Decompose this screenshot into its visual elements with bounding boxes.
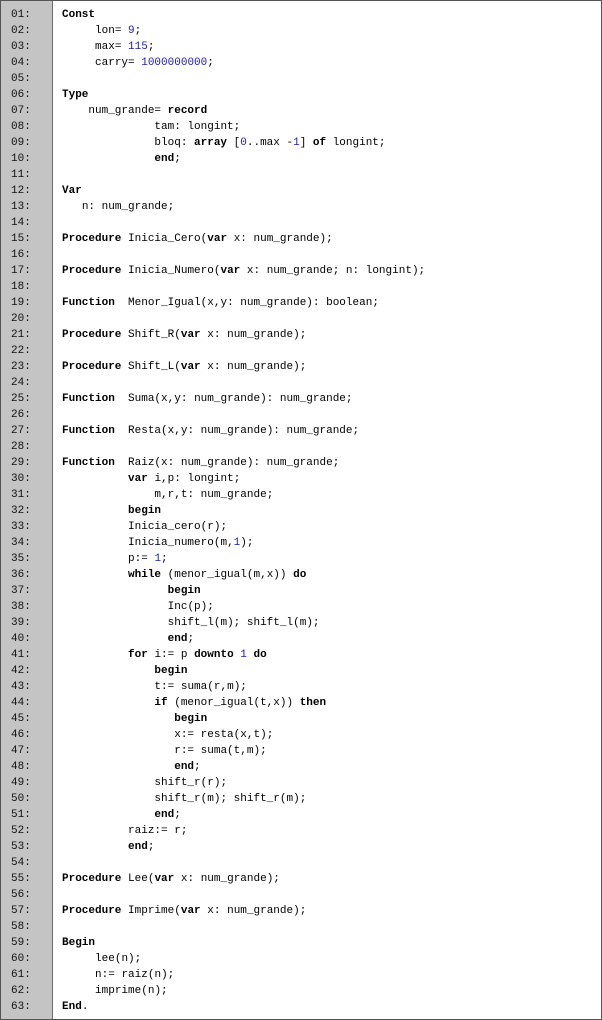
keyword-token: for bbox=[128, 649, 148, 661]
code-text: Inicia_cero(r); bbox=[128, 521, 228, 533]
code-line bbox=[1, 919, 601, 935]
code-line bbox=[1, 951, 601, 967]
code-text: lon= 9; bbox=[95, 25, 142, 37]
keyword-token: Procedure bbox=[62, 905, 122, 917]
code-line bbox=[1, 55, 601, 71]
code-text: n:= raiz(n); bbox=[95, 969, 175, 981]
code-text: Procedure Imprime(var x: num_grande); bbox=[62, 905, 307, 917]
code-line bbox=[1, 295, 601, 311]
line-number: 21: bbox=[11, 329, 31, 341]
line-number: 53: bbox=[11, 841, 31, 853]
line-number: 18: bbox=[11, 281, 31, 293]
code-text: end; bbox=[154, 153, 181, 165]
code-line bbox=[1, 311, 601, 327]
code-text: tam: longint; bbox=[154, 121, 241, 133]
line-number: 47: bbox=[11, 745, 31, 757]
code-text: x:= resta(x,t); bbox=[174, 729, 274, 741]
code-line bbox=[1, 519, 601, 535]
code-line bbox=[1, 583, 601, 599]
code-text: m,r,t: num_grande; bbox=[154, 489, 274, 501]
code-line bbox=[1, 215, 601, 231]
code-line bbox=[1, 839, 601, 855]
code-line bbox=[1, 967, 601, 983]
line-number: 14: bbox=[11, 217, 31, 229]
line-number: 52: bbox=[11, 825, 31, 837]
code-text: Function Raiz(x: num_grande): num_grande; bbox=[62, 457, 340, 469]
code-text: raiz:= r; bbox=[128, 825, 188, 837]
code-text: Procedure Lee(var x: num_grande); bbox=[62, 873, 280, 885]
line-number: 39: bbox=[11, 617, 31, 629]
number-literal: 1 bbox=[240, 649, 247, 661]
code-line bbox=[1, 647, 601, 663]
code-text: num_grande= record bbox=[88, 105, 208, 117]
code-line bbox=[1, 807, 601, 823]
code-line bbox=[1, 87, 601, 103]
line-number: 46: bbox=[11, 729, 31, 741]
line-number: 08: bbox=[11, 121, 31, 133]
line-number: 35: bbox=[11, 553, 31, 565]
keyword-token: end bbox=[167, 633, 188, 645]
line-number: 56: bbox=[11, 889, 31, 901]
line-number: 43: bbox=[11, 681, 31, 693]
code-text bbox=[62, 583, 201, 599]
code-text: Procedure Inicia_Numero(var x: num_grande; n: longint); bbox=[62, 265, 426, 277]
line-number: 51: bbox=[11, 809, 31, 821]
code-line bbox=[1, 487, 601, 503]
code-line bbox=[1, 439, 601, 455]
code-text: Function Resta(x,y: num_grande): num_grande; bbox=[62, 425, 360, 437]
code-text: bloq: array [0..max -1] of longint; bbox=[154, 137, 386, 149]
keyword-token: if bbox=[154, 697, 168, 709]
line-number: 02: bbox=[11, 25, 31, 37]
keyword-token: Procedure bbox=[62, 361, 122, 373]
keyword-token: var bbox=[180, 905, 201, 917]
keyword-token: while bbox=[128, 569, 162, 581]
code-line bbox=[1, 503, 601, 519]
line-number: 37: bbox=[11, 585, 31, 597]
line-number: 24: bbox=[11, 377, 31, 389]
code-line bbox=[1, 39, 601, 55]
code-line bbox=[1, 695, 601, 711]
code-line bbox=[1, 935, 601, 951]
code-text: shift_r(r); bbox=[154, 777, 228, 789]
code-text: n: num_grande; bbox=[81, 201, 175, 213]
keyword-token: Function bbox=[62, 457, 115, 469]
code-text: end; bbox=[154, 809, 181, 821]
keyword-token: Function bbox=[62, 297, 115, 309]
code-line bbox=[1, 631, 601, 647]
code-text: imprime(n); bbox=[95, 985, 168, 997]
keyword-token: var bbox=[180, 329, 201, 341]
line-number: 34: bbox=[11, 537, 31, 549]
keyword-token: Procedure bbox=[62, 873, 122, 885]
keyword-token: Procedure bbox=[62, 233, 122, 245]
line-number: 44: bbox=[11, 697, 31, 709]
code-line bbox=[1, 423, 601, 439]
line-number: 17: bbox=[11, 265, 31, 277]
code-line bbox=[1, 551, 601, 567]
line-number: 32: bbox=[11, 505, 31, 517]
line-number: 22: bbox=[11, 345, 31, 357]
keyword-token: record bbox=[167, 105, 208, 117]
line-number: 60: bbox=[11, 953, 31, 965]
keyword-token: var bbox=[180, 361, 201, 373]
code-text: shift_l(m); shift_l(m); bbox=[167, 617, 320, 629]
code-line bbox=[1, 663, 601, 679]
line-number: 11: bbox=[11, 169, 31, 181]
code-text: p:= 1; bbox=[128, 553, 168, 565]
code-line bbox=[1, 775, 601, 791]
keyword-token: Procedure bbox=[62, 329, 122, 341]
code-line bbox=[1, 119, 601, 135]
code-line bbox=[1, 743, 601, 759]
line-number: 36: bbox=[11, 569, 31, 581]
code-text: Function Suma(x,y: num_grande): num_grande; bbox=[62, 393, 353, 405]
code-line bbox=[1, 23, 601, 39]
code-line bbox=[1, 871, 601, 887]
code-line bbox=[1, 679, 601, 695]
line-number: 28: bbox=[11, 441, 31, 453]
code-line bbox=[1, 567, 601, 583]
keyword-token: end bbox=[128, 841, 148, 853]
code-text: lee(n); bbox=[95, 953, 142, 965]
keyword-token: Const bbox=[62, 9, 96, 21]
line-number: 09: bbox=[11, 137, 31, 149]
line-number: 13: bbox=[11, 201, 31, 213]
line-number: 07: bbox=[11, 105, 31, 117]
code-line bbox=[1, 103, 601, 119]
code-line bbox=[1, 759, 601, 775]
keyword-token: array bbox=[194, 137, 228, 149]
line-number: 04: bbox=[11, 57, 31, 69]
keyword-token: Procedure bbox=[62, 265, 122, 277]
line-number: 01: bbox=[11, 9, 31, 21]
code-line bbox=[1, 279, 601, 295]
line-number: 20: bbox=[11, 313, 31, 325]
number-literal: 1 bbox=[233, 537, 241, 549]
keyword-token: end bbox=[154, 809, 175, 821]
line-number: 23: bbox=[11, 361, 31, 373]
code-text bbox=[62, 183, 82, 199]
keyword-token: Function bbox=[62, 393, 115, 405]
code-text: for i:= p downto 1 do bbox=[128, 649, 267, 661]
code-line bbox=[1, 391, 601, 407]
code-line bbox=[1, 135, 601, 151]
number-literal: 0 bbox=[240, 137, 247, 149]
code-line bbox=[1, 903, 601, 919]
code-text: Function Menor_Igual(x,y: num_grande): boolean; bbox=[62, 297, 379, 309]
line-number: 48: bbox=[11, 761, 31, 773]
keyword-token: var bbox=[154, 873, 175, 885]
line-number: 26: bbox=[11, 409, 31, 421]
code-text: Procedure Inicia_Cero(var x: num_grande); bbox=[62, 233, 333, 245]
keyword-token: var bbox=[128, 473, 148, 485]
keyword-token: End bbox=[62, 1001, 82, 1013]
keyword-token: var bbox=[220, 265, 241, 277]
keyword-token: of bbox=[312, 137, 327, 149]
code-line bbox=[1, 887, 601, 903]
line-number: 59: bbox=[11, 937, 31, 949]
code-line bbox=[1, 247, 601, 263]
code-text: while (menor_igual(m,x)) do bbox=[128, 569, 307, 581]
code-line bbox=[1, 535, 601, 551]
code-text: Inicia_numero(m,1); bbox=[128, 537, 254, 549]
code-text bbox=[62, 87, 88, 103]
code-line bbox=[1, 263, 601, 279]
keyword-token: then bbox=[299, 697, 327, 709]
code-text: shift_r(m); shift_r(m); bbox=[154, 793, 307, 805]
code-line bbox=[1, 199, 601, 215]
code-text: end; bbox=[174, 761, 201, 773]
code-line bbox=[1, 471, 601, 487]
code-line bbox=[1, 407, 601, 423]
code-line bbox=[1, 455, 601, 471]
code-text: Inc(p); bbox=[167, 601, 214, 613]
keyword-token: downto bbox=[194, 649, 234, 661]
line-number: 41: bbox=[11, 649, 31, 661]
code-text bbox=[62, 663, 187, 679]
code-line bbox=[1, 823, 601, 839]
keyword-token: Var bbox=[62, 185, 82, 197]
line-number: 42: bbox=[11, 665, 31, 677]
line-number: 40: bbox=[11, 633, 31, 645]
code-line bbox=[1, 231, 601, 247]
line-number: 19: bbox=[11, 297, 31, 309]
number-literal: 9 bbox=[128, 25, 135, 37]
code-line bbox=[1, 183, 601, 199]
line-number: 63: bbox=[11, 1001, 31, 1013]
line-number: 54: bbox=[11, 857, 31, 869]
line-number: 15: bbox=[11, 233, 31, 245]
code-line bbox=[1, 983, 601, 999]
line-number: 29: bbox=[11, 457, 31, 469]
code-line bbox=[1, 151, 601, 167]
number-literal: 1 bbox=[154, 553, 162, 565]
code-line bbox=[1, 791, 601, 807]
code-text: End. bbox=[62, 1001, 89, 1013]
keyword-token: do bbox=[253, 649, 267, 661]
number-literal: 1 bbox=[293, 137, 300, 149]
line-number: 57: bbox=[11, 905, 31, 917]
code-text: end; bbox=[128, 841, 155, 853]
code-text bbox=[62, 935, 95, 951]
line-number: 16: bbox=[11, 249, 31, 261]
keyword-token: begin bbox=[128, 505, 162, 517]
keyword-token: end bbox=[154, 153, 175, 165]
keyword-token: Begin bbox=[62, 937, 96, 949]
line-number: 38: bbox=[11, 601, 31, 613]
number-literal: 115 bbox=[128, 41, 148, 53]
keyword-token: begin bbox=[167, 585, 201, 597]
line-number: 49: bbox=[11, 777, 31, 789]
code-line bbox=[1, 711, 601, 727]
code-text: var i,p: longint; bbox=[128, 473, 241, 485]
line-number: 50: bbox=[11, 793, 31, 805]
line-number: 58: bbox=[11, 921, 31, 933]
line-number: 12: bbox=[11, 185, 31, 197]
line-number: 62: bbox=[11, 985, 31, 997]
code-text: Procedure Shift_R(var x: num_grande); bbox=[62, 329, 307, 341]
keyword-token: do bbox=[293, 569, 307, 581]
code-line bbox=[1, 615, 601, 631]
keyword-token: begin bbox=[154, 665, 188, 677]
code-line bbox=[1, 327, 601, 343]
keyword-token: end bbox=[174, 761, 195, 773]
code-line bbox=[1, 855, 601, 871]
keyword-token: Function bbox=[62, 425, 115, 437]
code-line bbox=[1, 71, 601, 87]
keyword-token: Type bbox=[62, 89, 89, 101]
line-number: 25: bbox=[11, 393, 31, 405]
code-text: max= 115; bbox=[95, 41, 155, 53]
code-line bbox=[1, 727, 601, 743]
code-line bbox=[1, 7, 601, 23]
code-text bbox=[62, 711, 207, 727]
line-number: 27: bbox=[11, 425, 31, 437]
line-number: 33: bbox=[11, 521, 31, 533]
code-line bbox=[1, 599, 601, 615]
line-number: 45: bbox=[11, 713, 31, 725]
code-text: end; bbox=[167, 633, 195, 645]
code-line bbox=[1, 359, 601, 375]
code-line bbox=[1, 167, 601, 183]
line-number: 06: bbox=[11, 89, 31, 101]
code-line bbox=[1, 343, 601, 359]
code-lines bbox=[1, 7, 601, 1015]
line-number: 03: bbox=[11, 41, 31, 53]
number-literal: 1000000000 bbox=[141, 57, 208, 69]
line-number: 05: bbox=[11, 73, 31, 85]
code-text: r:= suma(t,m); bbox=[174, 745, 267, 757]
line-number: 30: bbox=[11, 473, 31, 485]
code-text: if (menor_igual(t,x)) then bbox=[154, 697, 327, 709]
code-text: Procedure Shift_L(var x: num_grande); bbox=[62, 361, 307, 373]
keyword-token: begin bbox=[174, 713, 208, 725]
line-number: 61: bbox=[11, 969, 31, 981]
code-text: carry= 1000000000; bbox=[95, 57, 214, 69]
code-text: t:= suma(r,m); bbox=[154, 681, 247, 693]
code-text bbox=[62, 503, 161, 519]
line-number: 10: bbox=[11, 153, 31, 165]
code-text bbox=[62, 7, 95, 23]
line-number: 55: bbox=[11, 873, 31, 885]
code-line bbox=[1, 375, 601, 391]
line-number: 31: bbox=[11, 489, 31, 501]
keyword-token: var bbox=[207, 233, 228, 245]
code-line bbox=[1, 999, 601, 1015]
